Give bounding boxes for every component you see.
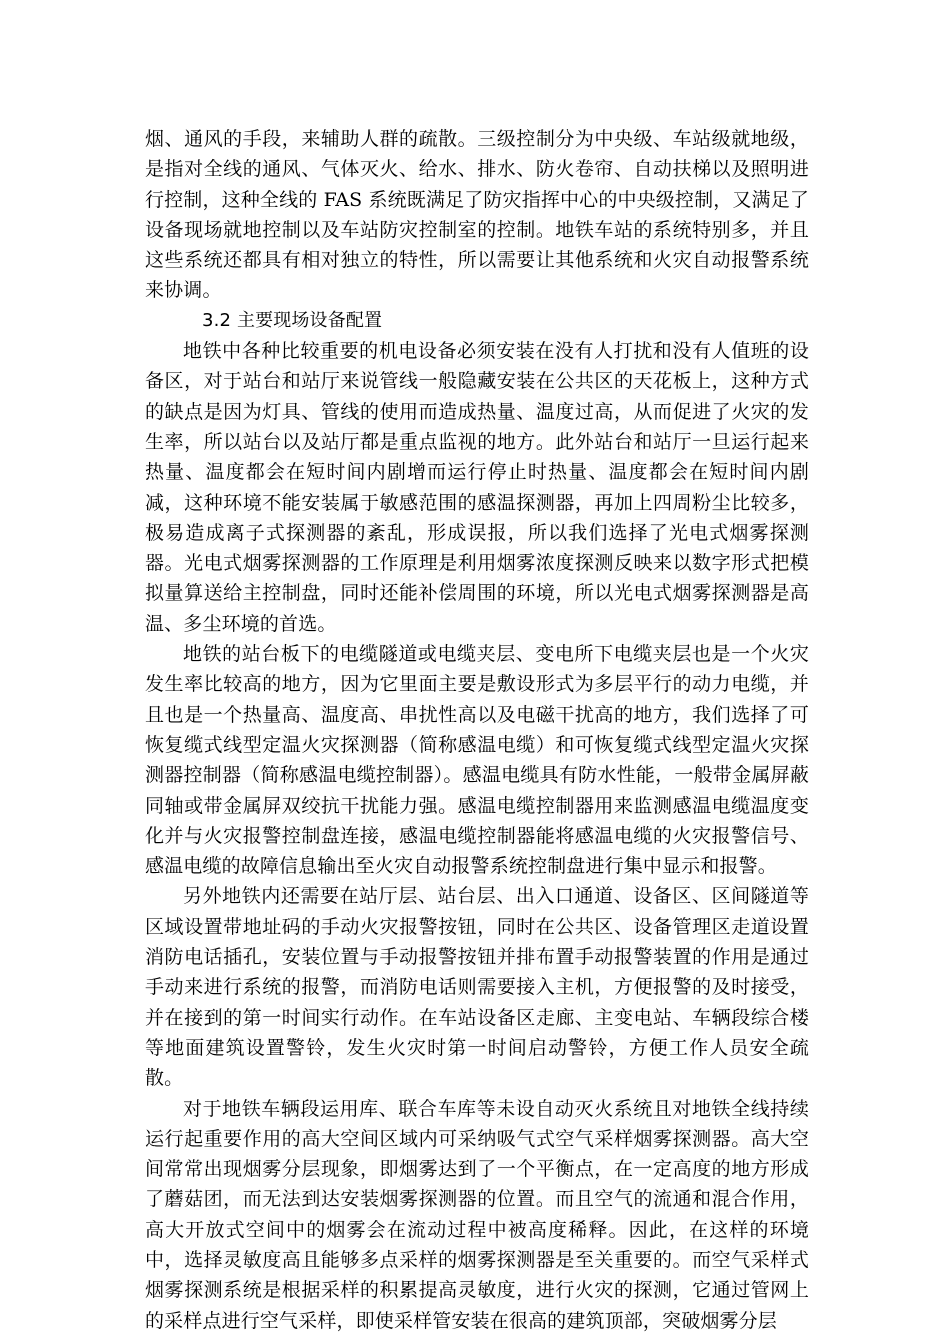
paragraph-intro-continued: 烟、通风的手段，来辅助人群的疏散。三级控制分为中央级、车站级就地级，是指对全线的通风、气体灭火、给水、排水、防火卷帘、自动扶梯以及照明进行控制，这种全线的 FAS 系统既满足了防灾指挥中心的中央级控制，又满足了设备现场就地控制以及车站防灾控制室的控制。地铁车站的系统特别多，并且这些系统还都具有相对独立的特性，所以需要让其他系统和火灾自动报警系统来协调。: [145, 128, 809, 302]
paragraph-air-sampling: 对于地铁车辆段运用库、联合车库等未设自动灭火系统且对地铁全线持续运行起重要作用的高大空间区域内可采纳吸气式空气采样烟雾探测器。高大空间常常出现烟雾分层现象，即烟雾达到了一个平衡点，在一定高度的地方形成了蘑菇团，而无法到达安装烟雾探测器的位置。而且空气的流通和混合作用，高大开放式空间中的烟雾会在流动过程中被高度稀释。因此，在这样的环境中，选择灵敏度高且能够多点采样的烟雾探测器是至关重要的。而空气采样式烟雾探测系统是根据采样的积累提高灵敏度，进行火灾的探测，它通过管网上的采样点进行空气采样，即使采样管安装在很高的建筑顶部，突破烟雾分层: [145, 1097, 809, 1332]
paragraph-manual-alarm: 另外地铁内还需要在站厅层、站台层、出入口通道、设备区、区间隧道等区域设置带地址码的手动火灾报警按钮，同时在公共区、设备管理区走道设置消防电话插孔，安装位置与手动报警按钮并排布置手动报警装置的作用是通过手动来进行系统的报警，而消防电话则需要接入主机，方便报警的及时接受，并在接到的第一时间实行动作。在车站设备区走廊、主变电站、车辆段综合楼等地面建筑设置警铃，发生火灾时第一时间启动警铃，方便工作人员安全疏散。: [145, 885, 809, 1090]
paragraph-heat-cable: 地铁的站台板下的电缆隧道或电缆夹层、变电所下电缆夹层也是一个火灾发生率比较高的地方，因为它里面主要是敷设形式为多层平行的动力电缆，并且也是一个热量高、温度高、串扰性高以及电磁干扰高的地方，我们选择了可恢复缆式线型定温火灾探测器（简称感温电缆）和可恢复缆式线型定温火灾探测器控制器（简称感温电缆控制器）。感温电缆具有防水性能，一般带金属屏蔽同轴或带金属屏双绞抗干扰能力强。感温电缆控制器用来监测感温电缆温度变化并与火灾报警控制盘连接，感温电缆控制器能将感温电缆的火灾报警信号、感温电缆的故障信息输出至火灾自动报警系统控制盘进行集中显示和报警。: [145, 643, 809, 878]
section-heading: 3.2 主要现场设备配置: [202, 309, 383, 331]
paragraph-smoke-detectors: 地铁中各种比较重要的机电设备必须安装在没有人打扰和没有人值班的设备区，对于站台和站厅来说管线一般隐藏安装在公共区的天花板上，这种方式的缺点是因为灯具、管线的使用而造成热量、温度过高，从而促进了火灾的发生率，所以站台以及站厅都是重点监视的地方。此外站台和站厅一旦运行起来热量、温度都会在短时间内剧增而运行停止时热量、温度都会在短时间内剧减，这种环境不能安装属于敏感范围的感温探测器，再加上四周粉尘比较多，极易造成离子式探测器的紊乱，形成误报，所以我们选择了光电式烟雾探测器。光电式烟雾探测器的工作原理是利用烟雾浓度探测反映来以数字形式把模拟量算送给主控制盘，同时还能补偿周围的环境，所以光电式烟雾探测器是高温、多尘环境的首选。: [145, 340, 809, 635]
document-body: [145, 124, 809, 1336]
